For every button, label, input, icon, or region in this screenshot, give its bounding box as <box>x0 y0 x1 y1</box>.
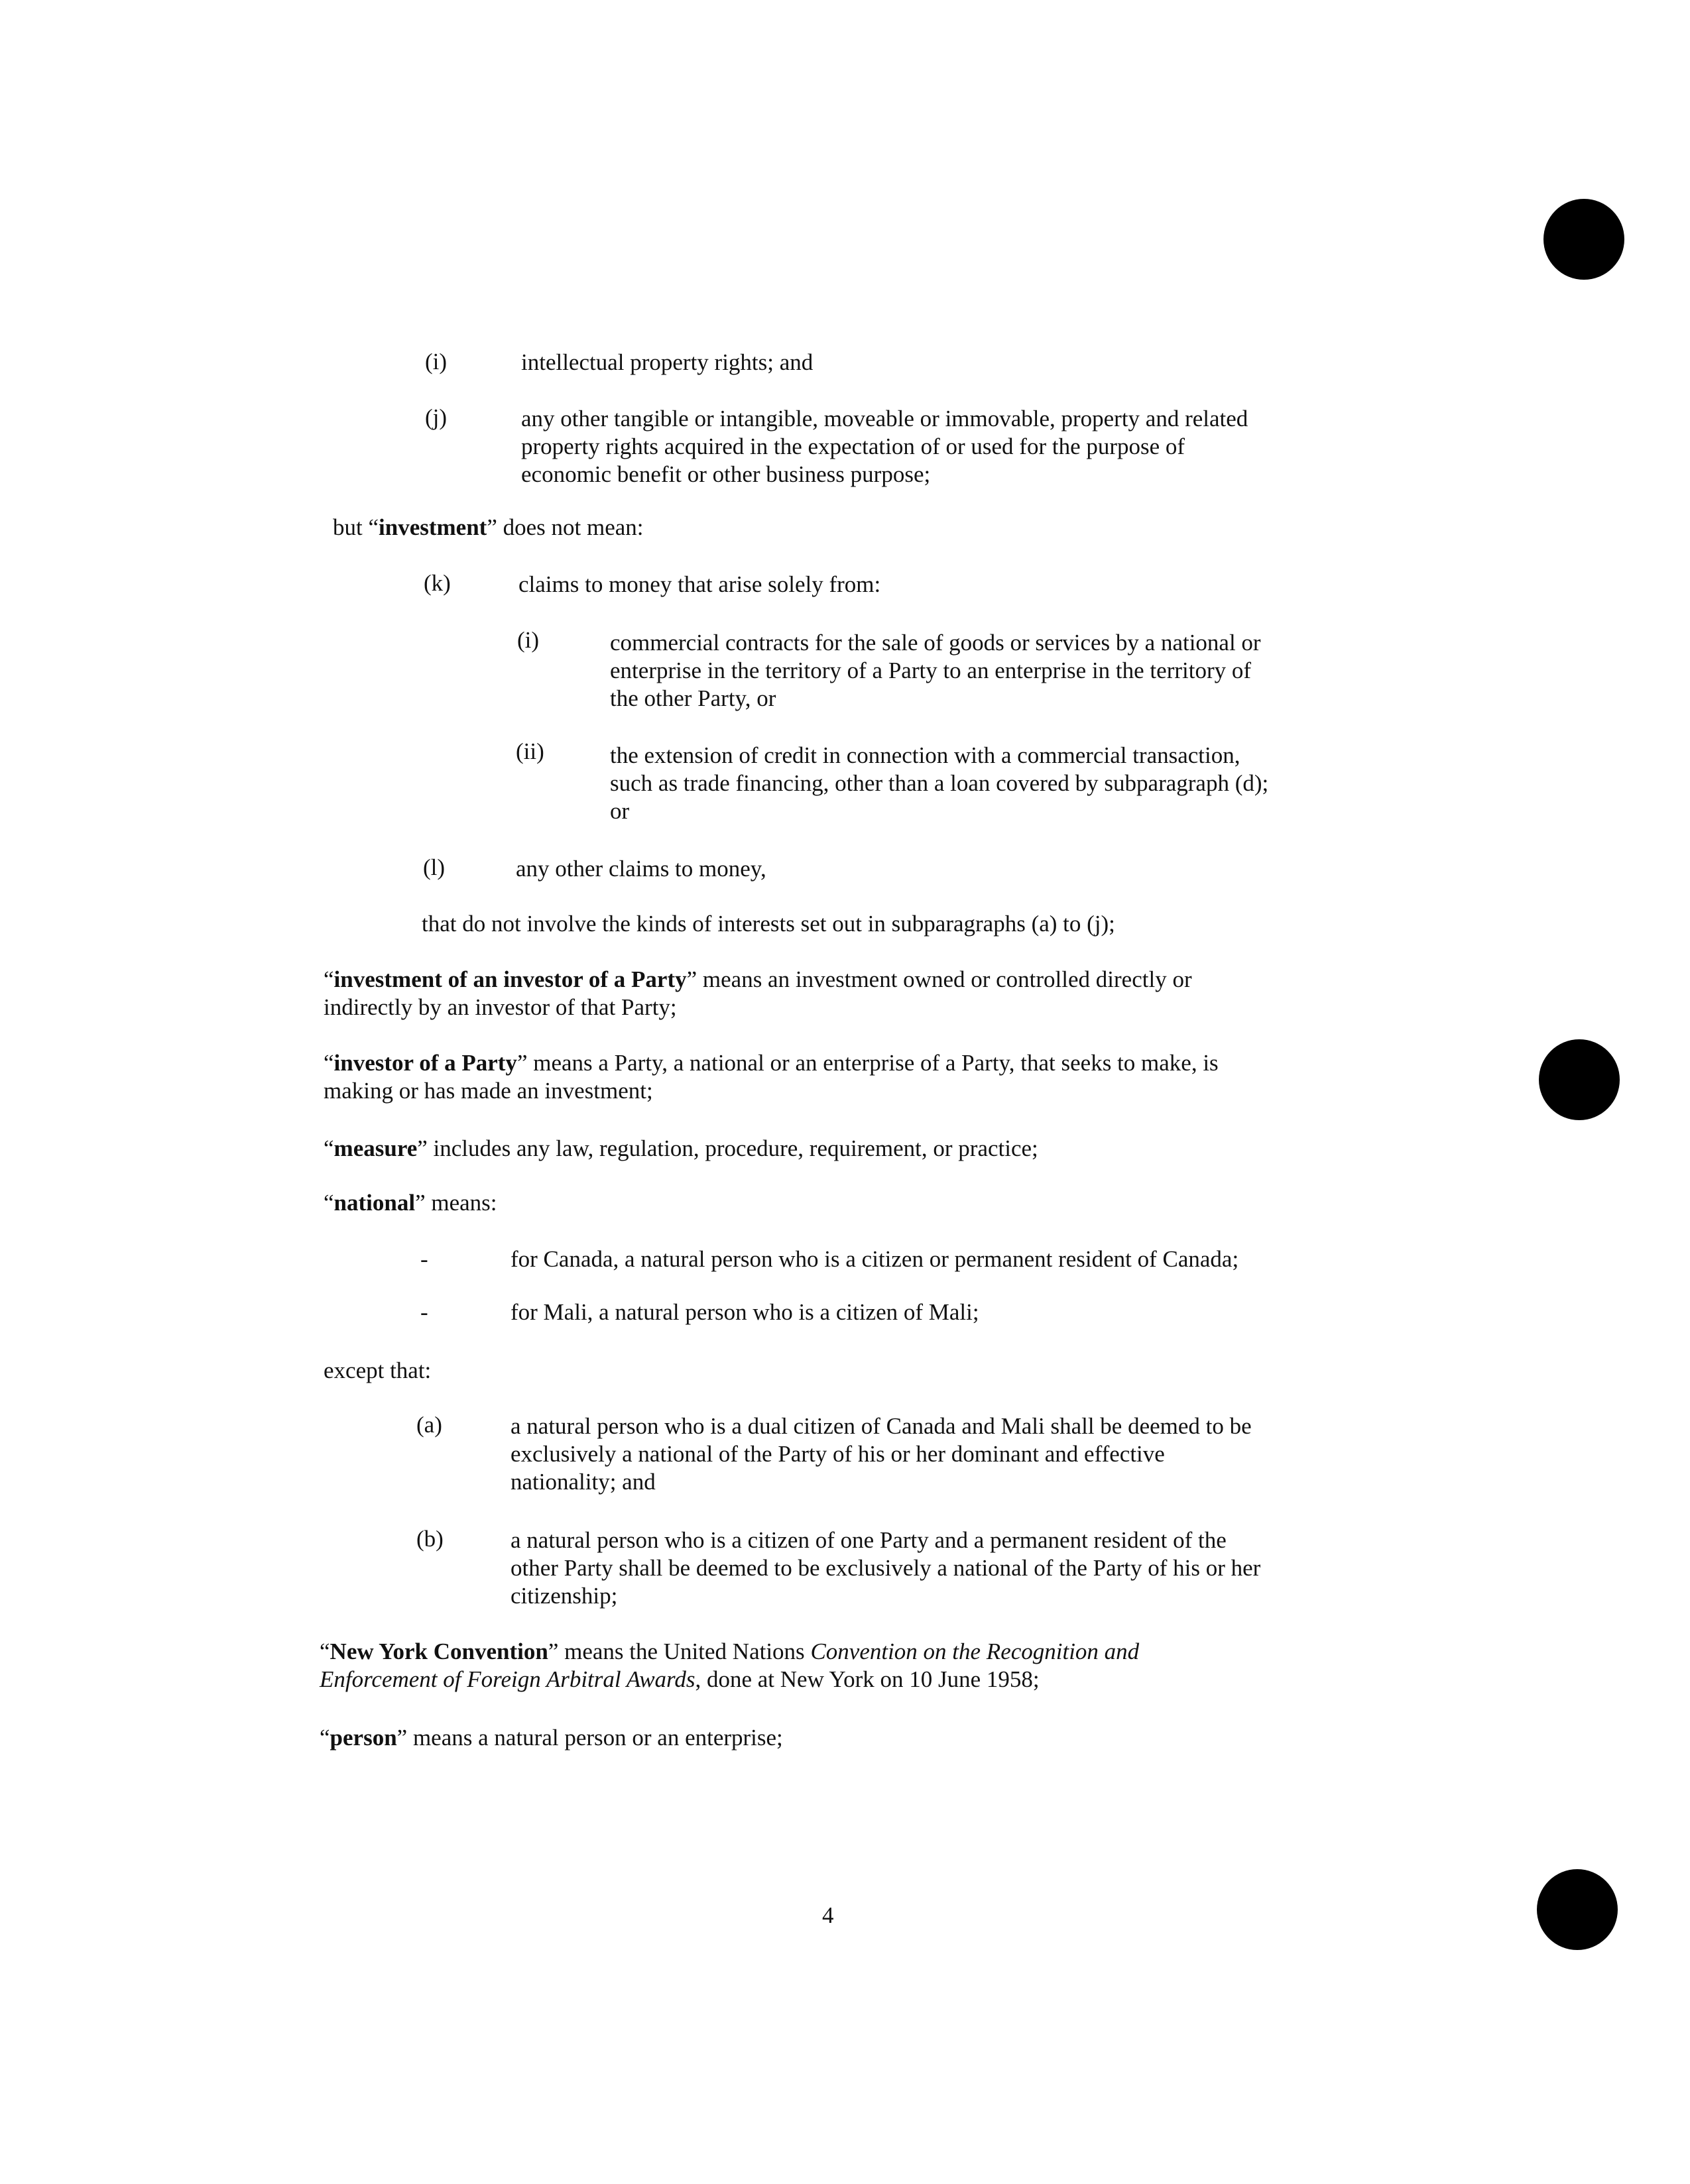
def-investment-of-investor-line-2: indirectly by an investor of that Party; <box>324 994 677 1020</box>
national-list-mali: for Mali, a natural person who is a citizen of Mali; <box>511 1299 979 1325</box>
except-that-line: except that: <box>324 1357 432 1383</box>
except-item-a-line-1: a natural person who is a dual citizen of Canada and Mali shall be deemed to be <box>511 1413 1252 1439</box>
that-do-not-involve-line: that do not involve the kinds of interests set out in subparagraphs (a) to (j); <box>422 911 1115 937</box>
subitem-k-ii-line-3: or <box>610 798 630 824</box>
def-measure: “measure” includes any law, regulation, procedure, requirement, or practice; <box>324 1135 1038 1161</box>
national-list-dash-1: - <box>420 1246 428 1272</box>
page-number: 4 <box>822 1902 834 1928</box>
except-item-b-line-1: a natural person who is a citizen of one Party and a permanent resident of the <box>511 1527 1227 1553</box>
punch-hole-middle <box>1539 1039 1620 1120</box>
except-item-a-line-3: nationality; and <box>511 1469 656 1495</box>
item-j-line-1: any other tangible or intangible, moveable or immovable, property and related <box>521 406 1248 431</box>
item-j-line-3: economic benefit or other business purpose; <box>521 461 931 487</box>
subitem-k-i-line-2: enterprise in the territory of a Party to an enterprise in the territory of <box>610 658 1252 683</box>
except-item-a-line-2: exclusively a national of the Party of his or her dominant and effective <box>511 1441 1165 1467</box>
punch-hole-top <box>1543 199 1624 280</box>
def-investment-of-investor-line-1: “investment of an investor of a Party” means an investment owned or controlled directly or <box>324 966 1192 992</box>
item-j-line-2: property rights acquired in the expectation of or used for the purpose of <box>521 433 1185 459</box>
item-k-marker: (k) <box>424 570 451 596</box>
item-l-text: any other claims to money, <box>516 856 766 882</box>
def-new-york-convention-line-2: Enforcement of Foreign Arbitral Awards, done at New York on 10 June 1958; <box>320 1666 1040 1692</box>
def-national: “national” means: <box>324 1190 497 1216</box>
except-item-a-marker: (a) <box>416 1412 442 1438</box>
subitem-k-i-line-3: the other Party, or <box>610 685 776 711</box>
but-investment-line: but “investment” does not mean: <box>333 514 644 540</box>
item-l-marker: (l) <box>423 854 446 880</box>
national-list-canada: for Canada, a natural person who is a citizen or permanent resident of Canada; <box>511 1246 1239 1272</box>
except-item-b-line-2: other Party shall be deemed to be exclusively a national of the Party of his or her <box>511 1555 1261 1581</box>
item-j-marker: (j) <box>425 404 448 430</box>
subitem-k-i-line-1: commercial contracts for the sale of goods or services by a national or <box>610 630 1261 656</box>
def-investor-line-2: making or has made an investment; <box>324 1078 653 1104</box>
def-investor-line-1: “investor of a Party” means a Party, a national or an enterprise of a Party, that seeks to make, is <box>324 1050 1219 1076</box>
item-i-marker: (i) <box>425 349 448 374</box>
subitem-k-ii-line-2: such as trade financing, other than a loan covered by subparagraph (d); <box>610 770 1269 796</box>
subitem-k-ii-line-1: the extension of credit in connection with a commercial transaction, <box>610 742 1240 768</box>
punch-hole-bottom <box>1537 1869 1618 1950</box>
subitem-k-i-marker: (i) <box>517 627 540 653</box>
except-item-b-line-3: citizenship; <box>511 1583 618 1609</box>
item-k-text: claims to money that arise solely from: <box>518 571 881 597</box>
def-person: “person” means a natural person or an enterprise; <box>320 1725 783 1751</box>
def-new-york-convention-line-1: “New York Convention” means the United Nations Convention on the Recognition and <box>320 1638 1140 1664</box>
national-list-dash-2: - <box>420 1299 428 1325</box>
item-i-text: intellectual property rights; and <box>521 349 814 375</box>
subitem-k-ii-marker: (ii) <box>516 738 544 764</box>
except-item-b-marker: (b) <box>416 1526 444 1552</box>
